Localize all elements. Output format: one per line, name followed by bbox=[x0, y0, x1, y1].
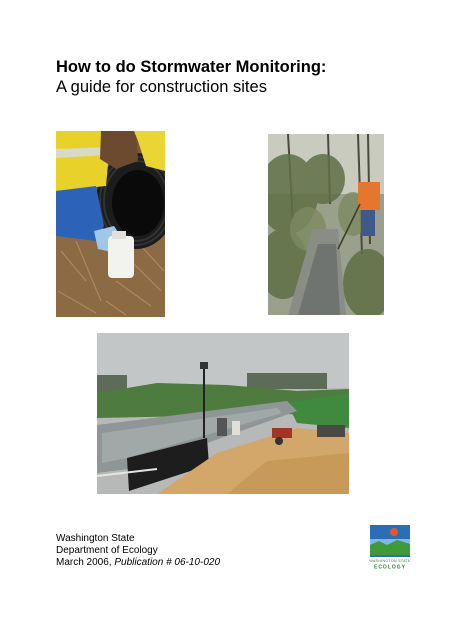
footer-publication: Publication # 06-10-020 bbox=[114, 556, 221, 568]
publication-footer bbox=[56, 533, 220, 568]
svg-text:ECOLOGY: ECOLOGY bbox=[373, 564, 407, 571]
photo-construction-site bbox=[97, 333, 349, 494]
washington-ecology-logo-icon bbox=[367, 523, 413, 571]
photo-stream-woods bbox=[268, 134, 384, 315]
footer-department: Department of Ecology bbox=[56, 544, 158, 556]
footer-state: Washington State bbox=[56, 533, 135, 544]
document-title: How to do Stormwater Monitoring: bbox=[56, 58, 327, 76]
document-subtitle: A guide for construction sites bbox=[56, 78, 267, 96]
svg-text:WASHINGTON STATE: WASHINGTON STATE bbox=[369, 559, 411, 563]
footer-date-publication bbox=[56, 557, 220, 569]
footer-date: March 2006, bbox=[56, 556, 115, 568]
photo-worker-sampling bbox=[56, 131, 165, 317]
